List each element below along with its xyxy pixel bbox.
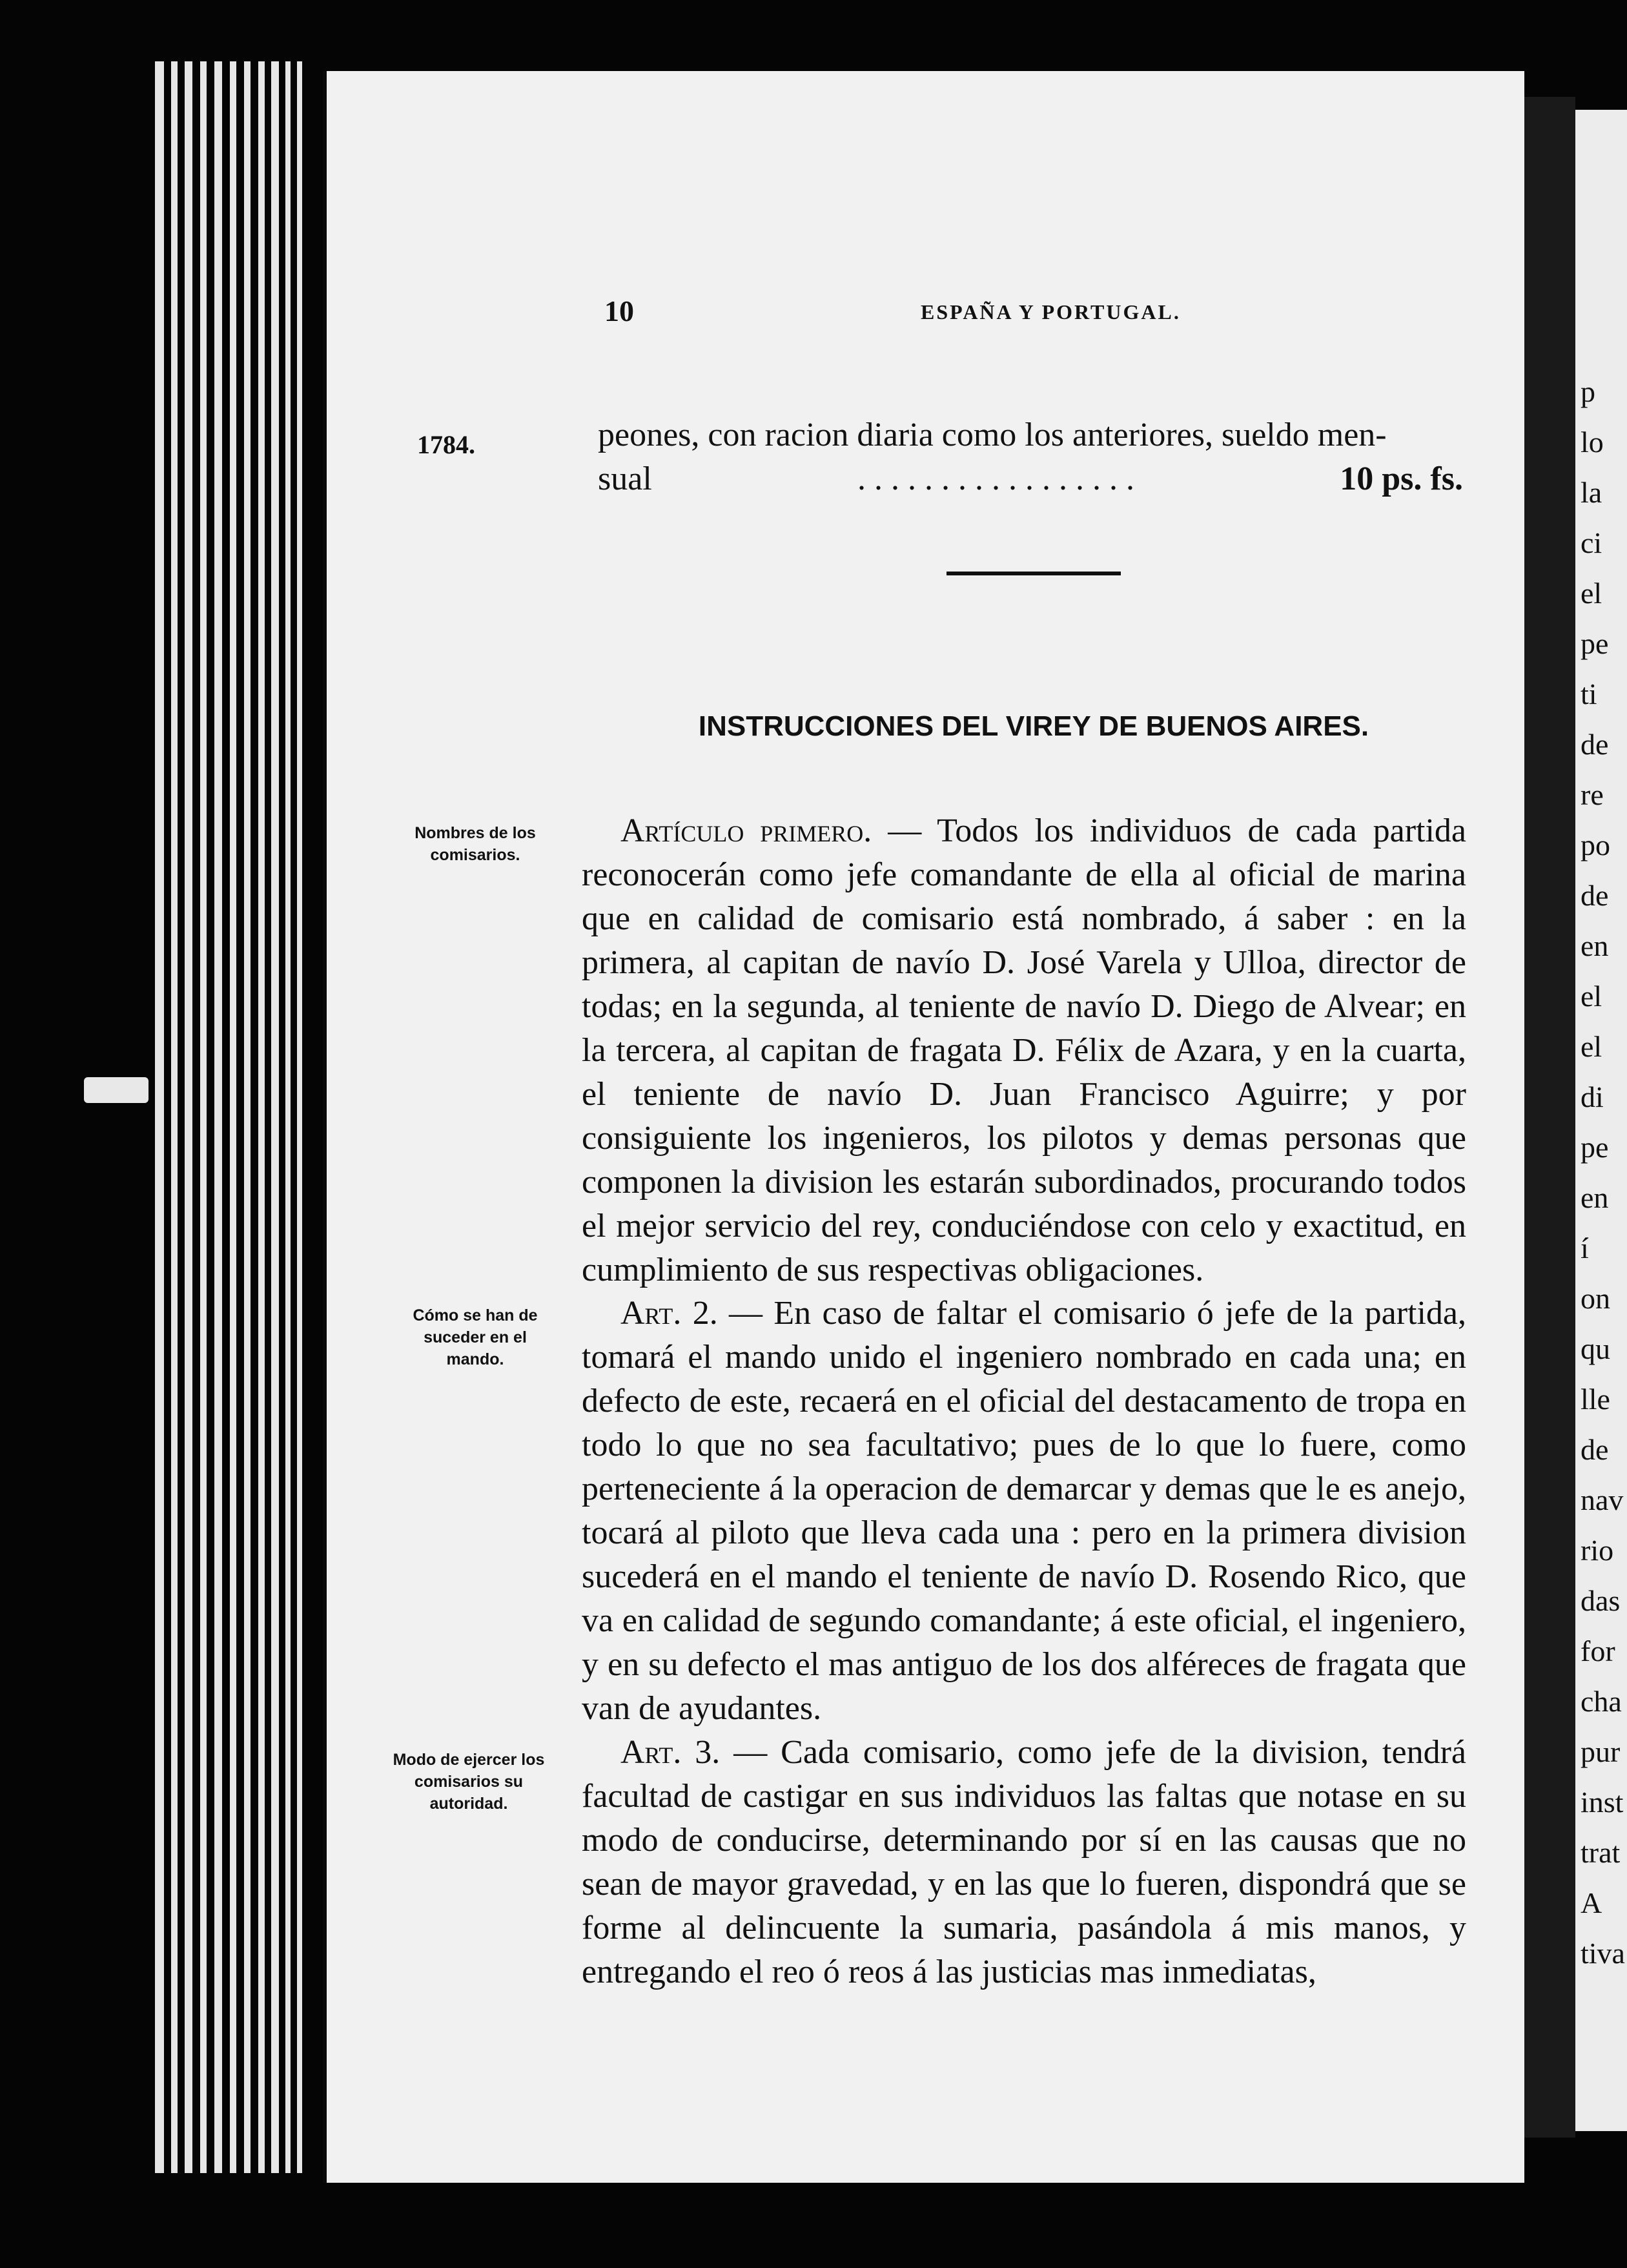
- next-page-text-fragment: ti: [1581, 677, 1597, 710]
- page-gutter-shadow: [1520, 97, 1575, 2138]
- article-lead: Art. 3.: [620, 1734, 721, 1771]
- amount: 10 ps. fs.: [1340, 460, 1463, 497]
- next-page-text-fragment: A: [1581, 1886, 1602, 1919]
- next-page-text-fragment: el: [1581, 577, 1602, 610]
- next-page-text-fragment: trat: [1581, 1836, 1621, 1869]
- next-page-text-fragment: lle: [1581, 1383, 1610, 1416]
- opening-line-2: [598, 457, 1463, 501]
- section-divider: [947, 572, 1121, 575]
- next-page-text-fragment: la: [1581, 476, 1602, 509]
- next-page-text-fragment: p: [1581, 375, 1595, 408]
- next-page-text-fragment: pe: [1581, 627, 1609, 660]
- next-page-text-fragment: en: [1581, 1181, 1609, 1214]
- article-2: [582, 1292, 1466, 1731]
- next-page-text-fragment: inst: [1581, 1786, 1624, 1819]
- next-page-text-fragment: cha: [1581, 1685, 1622, 1718]
- next-page-edge: [1575, 110, 1627, 2131]
- article-lead: Art. 2.: [620, 1295, 718, 1332]
- running-head: ESPAÑA Y PORTUGAL.: [921, 300, 1181, 324]
- dot-leader: . . . . . . . . . . . . . . . . .: [857, 460, 1135, 497]
- next-page-text-fragment: el: [1581, 980, 1602, 1013]
- article-lead: Artículo primero.: [620, 812, 872, 849]
- next-page-text-fragment: on: [1581, 1282, 1610, 1315]
- page-header: [327, 294, 1524, 339]
- next-page-text-fragment: pe: [1581, 1131, 1609, 1164]
- next-page-text-fragment: for: [1581, 1634, 1615, 1667]
- next-page-text-fragment: rio: [1581, 1534, 1614, 1567]
- article-3: [582, 1731, 1466, 1994]
- next-page-text-fragment: das: [1581, 1584, 1621, 1617]
- next-page-text-fragment: lo: [1581, 426, 1604, 459]
- opening-line-2-start: sual: [598, 460, 652, 497]
- next-page-text-fragment: de: [1581, 728, 1609, 761]
- torn-paper-fragment: [84, 1077, 148, 1103]
- article-1: [582, 809, 1466, 1292]
- next-page-text-fragment: pur: [1581, 1735, 1621, 1768]
- margin-note: Modo de ejercer los comisarios su autoridad.: [393, 1751, 545, 1813]
- next-page-text-fragment: de: [1581, 879, 1609, 912]
- year-margin-note: 1784.: [417, 430, 475, 459]
- next-page-text-fragment: de: [1581, 1433, 1609, 1466]
- margin-note: Cómo se han de suceder en el mando.: [413, 1306, 538, 1368]
- article-body: — En caso de faltar el comisario ó jefe de la partida, tomará el mando unido el ingeniero nombrado en cada una; en defecto de este, recaerá en el oficial del destacamento de tropa en todo lo que no sea facultativo; pues de lo que lo fuere, como perteneciente á la operacion de demarcar y demas que le es anejo, tocará al piloto que lleva cada una : pero en la primera division sucederá en el mando el teniente de navío D. Rosendo Rico, que va en calidad de segundo comandante; á este oficial, el ingeniero, y en su defecto el mas antiguo de los dos alféreces de fragata que van de ayudantes.: [582, 1295, 1466, 1727]
- next-page-text-fragment: di: [1581, 1080, 1604, 1113]
- next-page-text-fragment: tiva: [1581, 1937, 1625, 1970]
- next-page-text-fragment: po: [1581, 829, 1610, 861]
- article-body: — Todos los individuos de cada partida reconocerán como jefe comandante de ella al oficial de marina que en calidad de comisario está nombrado, á saber : en la primera, al capitan de navío D. José Varela y Ulloa, director de todas; en la segunda, al teniente de navío D. Diego de Alvear; en la tercera, al capitan de fragata D. Félix de Azara, y en la cuarta, el teniente de navío D. Juan Francisco Aguirre; y por consiguiente los ingenieros, los pilotos y demas personas que componen la division les estarán subordinados, procurando todos el mejor servicio del rey, conduciéndose con celo y exactitud, en cumplimiento de sus respectivas obligaciones.: [582, 812, 1466, 1288]
- article-body: — Cada comisario, como jefe de la division, tendrá facultad de castigar en sus individuos las faltas que notase en su modo de conducirse, determinando por sí en las causas que no sean de mayor gravedad, y en las que lo fueren, dispondrá que se forme al delincuente la sumaria, pasándola á mis manos, y entregando el reo ó reos á las justicias mas inmediatas,: [582, 1734, 1466, 1990]
- next-page-text-fragment: en: [1581, 929, 1609, 962]
- next-page-text-fragment: nav: [1581, 1483, 1624, 1516]
- opening-paragraph: [598, 413, 1463, 501]
- opening-line-1: peones, con racion diaria como los anteriores, sueldo men-: [598, 417, 1387, 453]
- next-page-text-fragment: el: [1581, 1030, 1602, 1063]
- next-page-text-fragment: í: [1581, 1232, 1589, 1264]
- book-page-edges: [142, 61, 336, 2173]
- section-title: INSTRUCCIONES DEL VIREY DE BUENOS AIRES.: [698, 710, 1369, 742]
- book-page: [323, 71, 1524, 2183]
- next-page-text-fragment: re: [1581, 778, 1604, 811]
- page-number: 10: [604, 294, 634, 327]
- next-page-text-fragment: qu: [1581, 1332, 1610, 1365]
- next-page-text-fragment: ci: [1581, 526, 1602, 559]
- margin-note: Nombres de los comisarios.: [414, 824, 536, 864]
